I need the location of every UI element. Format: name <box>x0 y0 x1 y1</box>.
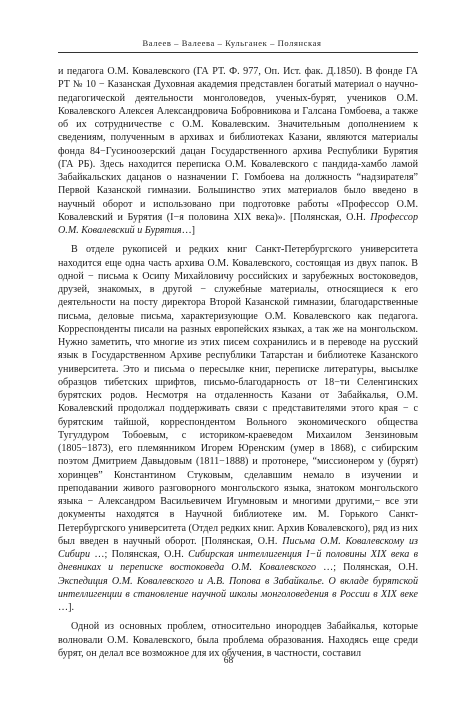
paragraph-3 <box>58 620 418 660</box>
italic-citation-title: Экспедиция О.М. Ковалевского и А.В. Попова в Забайкалье. О вкладе бурятской интеллигенции в становление научной школы монголоведения в России в XIX веке <box>58 575 418 600</box>
text-run: и педагога О.М. Ковалевского (ГА РТ. Ф. 977, Оп. Ист. фак. Д.1850). В фонде ГА РТ № 10 − Казанская Духовная академия представлен богатый материал о научно-педагогической деятельности монголоведов, ученых-бурят, учеников О.М. Ковалевского Алексея Александровича Бобровникова и Галсана Гомбоева, а также об их сотрудничестве с О.М. Ковалевским. Значительным дополнением к сведениям, полученным в архивах и библиотеках Казани, являются материалы фонда 84−Гусиноозерский дацан Государственного архива Республики Бурятия (ГА РБ). Здесь находится переписка О.М. Ковалевского с пандида-хамбо ламой Забайкальских дацанов о назначении Г. Гомбоева на должность “надзирателя” Первой Казанской гимназии. Большинство этих материалов было введено в научный оборот и использовано при подготовке работы «Профессор О.М. Ковалевский и Бурятия (I−я половина XIX века)». [Полянская, О.Н. <box>58 66 418 223</box>
text-run: …; Полянская, О.Н. <box>90 549 189 560</box>
header-rule <box>58 52 418 53</box>
page-number: 68 <box>223 656 234 666</box>
body-text <box>58 65 418 660</box>
italic-citation-title: Письма О.М. Ковалевскому из Сибири <box>58 535 418 560</box>
running-head: Валеев – Валеева – Кульганек – Полянская <box>142 38 322 48</box>
text-run: …; Полянская, О.Н. <box>316 562 418 574</box>
italic-citation-title: Сибирская интеллигенция I−й половины XIX века в дневниках и переписке востоковеда О.М. Ковалевского <box>58 549 418 574</box>
italic-citation-title: Профессор О.М. Ковалевский и Бурятия <box>58 211 418 236</box>
paragraph-1 <box>58 65 418 237</box>
text-run: …] <box>181 225 196 236</box>
text-run: …]. <box>58 602 74 613</box>
paragraph-2 <box>58 243 418 614</box>
text-run: В отделе рукописей и редких книг Санкт-Петербургского университета находится еще одна часть архива О.М. Ковалевского, состоящая из двух папок. В одной − письма к Осипу Михайловичу российских и зарубежных востоковедов, друзей, знакомых, в другой − служебные материалы, относящиеся к его деятельности на посту директора Второй Казанской гимназии, благодарственные письма, деловые письма, характеризующие О.М. Ковалевского как педагога. Корреспонденты писали на разных европейских языках, а так же на монгольском. Нужно заметить, что многие из этих писем сохранились и в переводе на русский язык в Государственном Архиве республики Татарстан и библиотеке Казанского университета. Это и письма о пересылке книг, переписке литературы, высылке образцов тибетских шрифтов, письмо-благодарность от 18−ти Селенгинских бурятских родов. Несмотря на отдаленность Казани от Забайкалья, О.М. Ковалевский продолжал поддерживать связи с представителями этого края − с бурятским тайшой, корреспондентом Вольного экономического общества Тугулдуром Тобоевым, с историком-краеведом Михаилом Зензиновым (1805−1873), его племянником Игорем Юренским (умер в 1868), с сибирским поэтом Дмитрием Давыдовым (1811−1888) и протонере, “миссионером у (бурят) хоринцев” Константином Стуковым, сделавшим немало в изучении и преподавании живого разговорного монгольского языка, знатоком монгольского языка − Александром Васильевичем Игумновым и многими другими,− все эти документы находятся в Научной библиотеке им. М. Горького Санкт-Петербургского университета (Отдел редких книг. Архив Ковалевского), ряд из них был введен в научный оборот. [Полянская, О.Н. <box>58 244 418 547</box>
text-run: Одной из основных проблем, относительно инородцев Забайкалья, которые волновали О.М. Ковалевского, была проблема образования. Находясь еще среди бурят, он делал все возможное для их обучения, в частности, составил <box>58 621 418 659</box>
